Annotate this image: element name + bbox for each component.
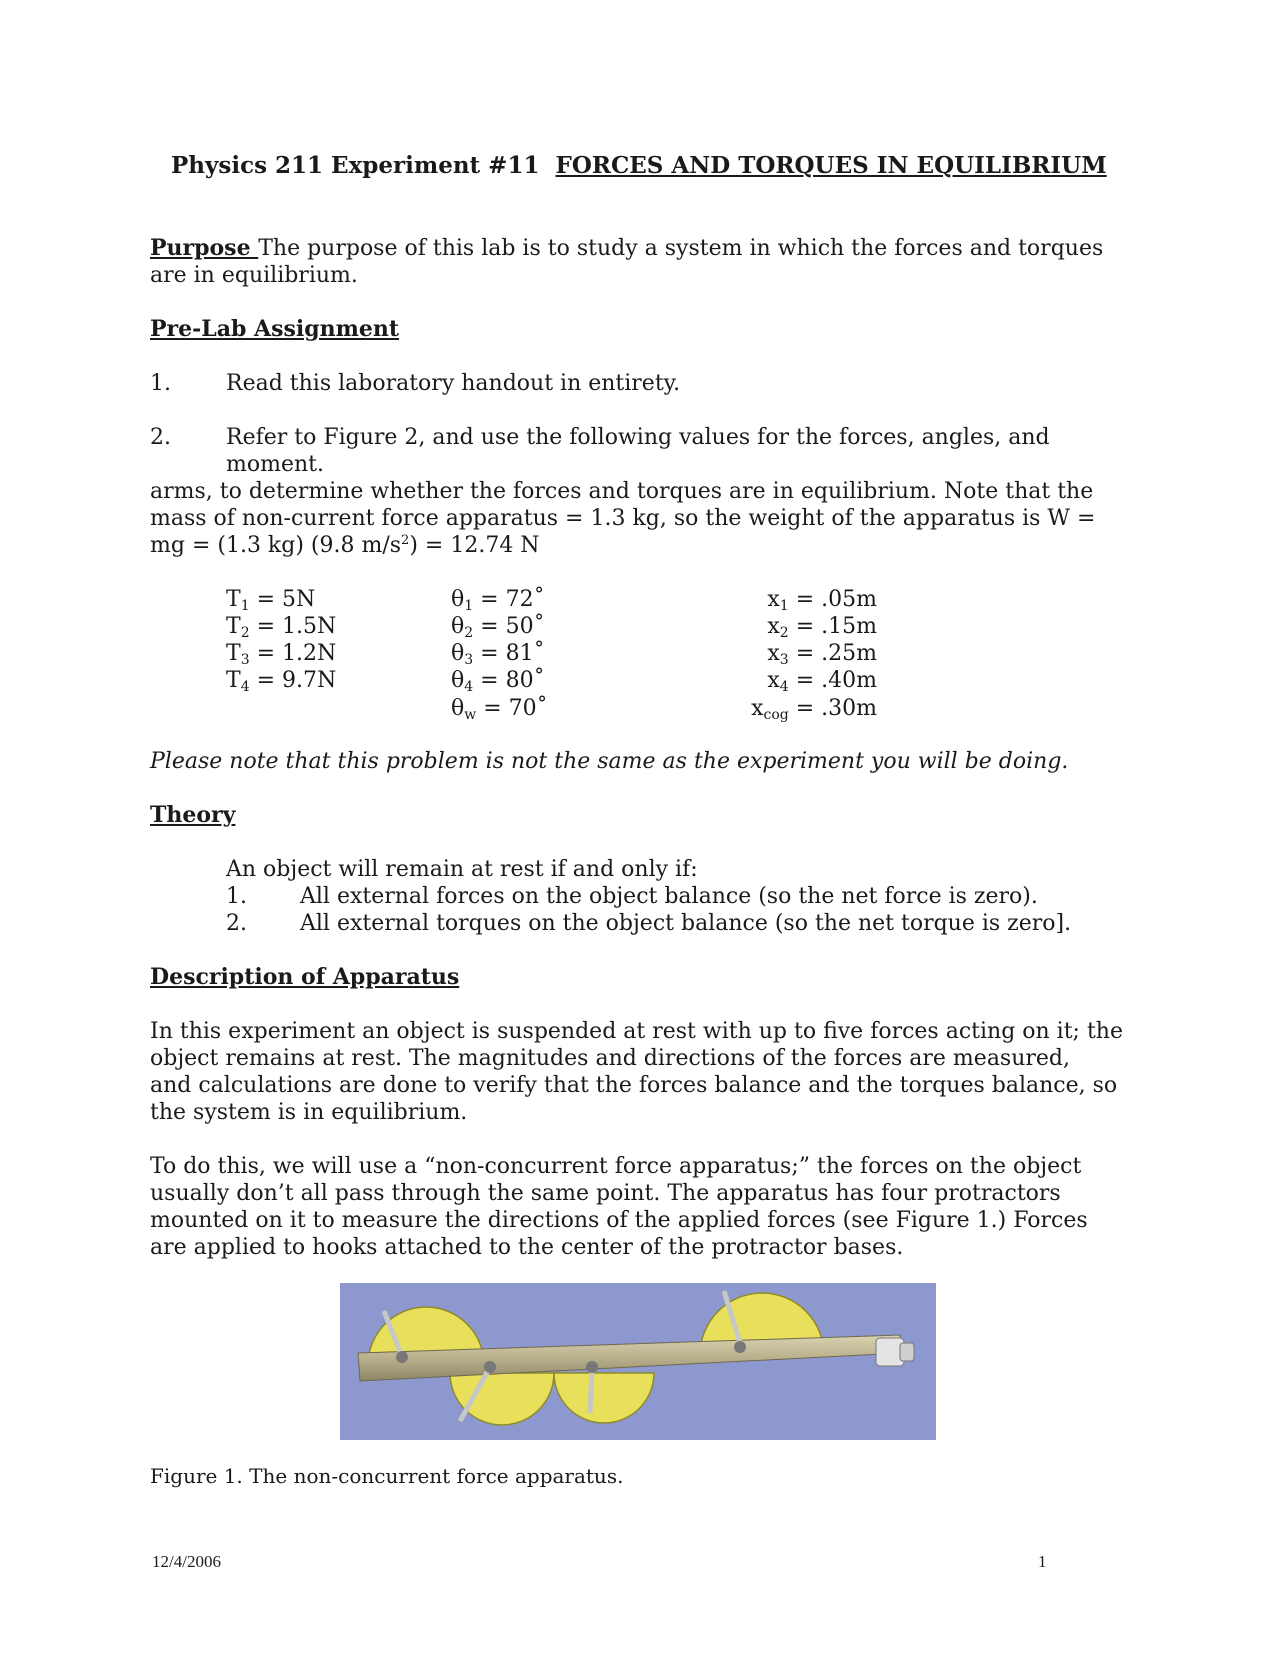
apparatus-p2-line-3: mounted on it to measure the directions of the applied forces (see Figure 1.) Forces: [150, 1208, 1088, 1233]
figure-caption: Figure 1. The non-concurrent force apparatus.: [150, 1464, 624, 1488]
tension-symbol: T: [226, 668, 241, 693]
angle-row: [451, 695, 548, 722]
arm-row: [767, 667, 877, 694]
angle-symbol: θ: [451, 641, 465, 666]
tension-row: [226, 640, 336, 667]
prelab-para-line-3: [150, 532, 540, 559]
title-prefix: Physics 211 Experiment #11: [171, 152, 540, 179]
theory-item-2-text: All external torques on the object balance (so the net torque is zero].: [300, 911, 1072, 936]
apparatus-heading: Description of Apparatus: [150, 964, 460, 990]
arm-symbol: x: [767, 641, 780, 666]
tension-sub: 3: [240, 652, 250, 668]
purpose-text-1: The purpose of this lab is to study a system in which the forces and torques: [258, 236, 1104, 261]
prelab-para-line-3-a: mg = (1.3 kg) (9.8 m/s: [150, 533, 402, 558]
arm-row: [767, 586, 877, 613]
angle-sub: 1: [464, 598, 474, 614]
tension-sub: 4: [240, 679, 250, 695]
angle-symbol: θ: [451, 668, 465, 693]
arm-value: = .25m: [788, 641, 877, 666]
angle-row: [451, 667, 545, 694]
angle-sub: 2: [464, 625, 474, 641]
protractor-3: [554, 1373, 654, 1423]
tension-sub: 2: [240, 625, 250, 641]
theory-item-1-num: 1.: [226, 884, 247, 909]
arm-row: [751, 695, 877, 722]
prelab-item-1-num: 1.: [150, 371, 171, 396]
apparatus-p2-line-2: usually don’t all pass through the same point. The apparatus has four protractors: [150, 1181, 1061, 1206]
tension-symbol: T: [226, 587, 241, 612]
prelab-item-2-line-1: Refer to Figure 2, and use the following values for the forces, angles, and: [226, 425, 1050, 450]
tension-value: = 9.7N: [249, 668, 337, 693]
title-main: FORCES AND TORQUES IN EQUILIBRIUM: [555, 152, 1107, 179]
arm-value: = .05m: [788, 587, 877, 612]
arm-symbol: x: [767, 587, 780, 612]
arm-symbol: x: [767, 668, 780, 693]
problem-note: Please note that this problem is not the same as the experiment you will be doing.: [150, 749, 1069, 774]
angle-value: = 81˚: [473, 641, 545, 666]
apparatus-illustration: [340, 1283, 936, 1440]
angle-symbol: θ: [451, 587, 465, 612]
apparatus-p1-line-4: the system is in equilibrium.: [150, 1100, 468, 1125]
prelab-heading: Pre-Lab Assignment: [150, 316, 400, 342]
apparatus-p1-line-1: In this experiment an object is suspended at rest with up to five forces acting on it; the: [150, 1019, 1123, 1044]
prelab-item-1-text: Read this laboratory handout in entirety.: [226, 371, 681, 396]
tension-symbol: T: [226, 641, 241, 666]
angle-row: [451, 613, 545, 640]
hook-pivot-1: [396, 1351, 408, 1363]
angle-symbol: θ: [451, 696, 465, 721]
end-knob-cap: [900, 1343, 914, 1361]
arm-sub: cog: [763, 707, 789, 723]
arm-row: [767, 640, 877, 667]
page-title: [171, 152, 1107, 179]
angle-symbol: θ: [451, 614, 465, 639]
angle-sub: w: [464, 707, 477, 723]
protractor-2: [450, 1373, 554, 1425]
tension-value: = 5N: [249, 587, 316, 612]
prelab-para-line-2: mass of non-current force apparatus = 1.3 kg, so the weight of the apparatus is W =: [150, 506, 1096, 531]
apparatus-p2-line-1: To do this, we will use a “non-concurrent force apparatus;” the forces on the object: [150, 1154, 1082, 1179]
hook-pivot-3: [586, 1361, 598, 1373]
arm-sub: 4: [779, 679, 789, 695]
hook-pivot-4: [734, 1341, 746, 1353]
prelab-para-line-3-b: ) = 12.74 N: [409, 533, 540, 558]
purpose-line-2: are in equilibrium.: [150, 263, 358, 288]
arm-sub: 1: [779, 598, 789, 614]
arm-symbol: x: [751, 696, 764, 721]
theory-heading: Theory: [150, 802, 236, 828]
arm-row: [767, 613, 877, 640]
prelab-para-line-3-sup: 2: [401, 533, 410, 548]
theory-item-2-num: 2.: [226, 911, 247, 936]
hook-arm-3: [590, 1367, 592, 1413]
tension-value: = 1.2N: [249, 641, 337, 666]
angle-value: = 72˚: [473, 587, 545, 612]
tension-symbol: T: [226, 614, 241, 639]
angle-row: [451, 586, 545, 613]
purpose-heading: Purpose: [150, 235, 259, 261]
tension-sub: 1: [240, 598, 250, 614]
angle-value: = 50˚: [473, 614, 545, 639]
arm-sub: 3: [779, 652, 789, 668]
apparatus-p1-line-2: object remains at rest. The magnitudes and directions of the forces are measured,: [150, 1046, 1071, 1071]
arm-symbol: x: [767, 614, 780, 639]
theory-item-1-text: All external forces on the object balance (so the net force is zero).: [300, 884, 1038, 909]
angle-value: = 70˚: [476, 696, 548, 721]
tension-row: [226, 586, 315, 613]
angle-row: [451, 640, 545, 667]
apparatus-p1-line-3: and calculations are done to verify that the forces balance and the torques balance, so: [150, 1073, 1118, 1098]
tension-row: [226, 667, 336, 694]
arm-sub: 2: [779, 625, 789, 641]
arm-value: = .40m: [788, 668, 877, 693]
angle-sub: 3: [464, 652, 474, 668]
page-number: 1: [1038, 1552, 1047, 1571]
prelab-item-2-num: 2.: [150, 425, 171, 450]
apparatus-photo: [340, 1283, 936, 1440]
theory-intro: An object will remain at rest if and only if:: [226, 857, 698, 882]
prelab-para-line-1: arms, to determine whether the forces and torques are in equilibrium. Note that the: [150, 479, 1094, 504]
arm-value: = .30m: [788, 696, 877, 721]
angle-value: = 80˚: [473, 668, 545, 693]
arm-value: = .15m: [788, 614, 877, 639]
purpose-line-1: [150, 235, 1103, 262]
prelab-item-2-line-2: moment.: [226, 452, 324, 477]
tension-value: = 1.5N: [249, 614, 337, 639]
angle-sub: 4: [464, 679, 474, 695]
hook-pivot-2: [484, 1361, 496, 1373]
footer-date: 12/4/2006: [152, 1552, 221, 1571]
tension-row: [226, 613, 336, 640]
apparatus-p2-line-4: are applied to hooks attached to the center of the protractor bases.: [150, 1235, 904, 1260]
